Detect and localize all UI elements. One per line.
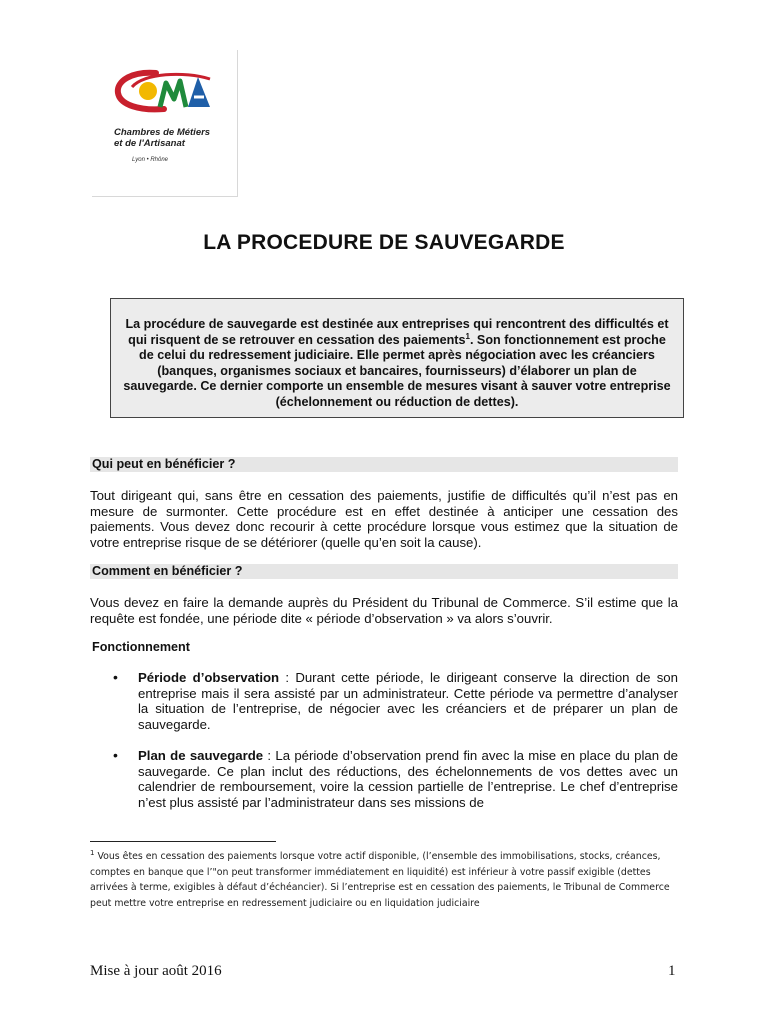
page-title: LA PROCEDURE DE SAUVEGARDE: [203, 231, 565, 254]
page-number: 1: [668, 963, 676, 979]
footnote-number: 1: [90, 849, 95, 857]
logo-text-line-1: Chambres de Métiers: [114, 127, 211, 138]
intro-box: [110, 298, 684, 418]
logo-city: Lyon • Rhône: [132, 157, 169, 163]
bullet-icon: •: [113, 747, 118, 763]
footnote-reference: 1: [465, 331, 470, 341]
bullet-item: [138, 748, 678, 810]
footer-update-date: Mise à jour août 2016: [90, 963, 222, 979]
bullet-term: Plan de sauvegarde: [138, 748, 264, 763]
section-heading-how: Comment en bénéficier ?: [90, 564, 678, 579]
bullet-icon: •: [113, 669, 118, 685]
paragraph-how: Vous devez en faire la demande auprès du Président du Tribunal de Commerce. S’il estime que la requête est fondée, une période dite « période d’observation » va alors s’ouvrir.: [90, 595, 678, 626]
bullet-item: [138, 670, 678, 732]
section-heading-operation: Fonctionnement: [92, 640, 190, 654]
section-heading-who: Qui peut en bénéficier ?: [90, 457, 678, 472]
logo-text-line-2: et de l'Artisanat: [114, 138, 185, 149]
logo: [92, 50, 238, 197]
bullet-term: Période d’observation: [138, 670, 280, 685]
intro-text: La procédure de sauvegarde est destinée aux entreprises qui rencontrent des difficultés et qui risquent de se retrouver en cessation des paiements: [125, 317, 669, 347]
bullet-description: : La période d’observation prend fin avec la mise en place du plan de sauvegarde. Ce plan inclut des réductions, des échelonnements de vos dettes avec un calendrier de remboursement, voire la cession partielle de l’entreprise. Le chef d’entreprise n’est plus assisté par l’administrateur dans ses missions de: [138, 748, 678, 810]
footnote-text: Vous êtes en cessation des paiements lorsque votre actif disponible, (l’ensemble des immobilisations, stocks, créances, comptes en banque que l’"on peut transformer immédiatement en liquidité) est inférieur à votre passif exigible (dettes arrivées à terme, exigibles à défaut d’échéancier). Si l’entreprise est en cessation des paiements, le Tribunal de Commerce peut mettre votre entreprise en redressement judiciaire ou en liquidation judiciaire: [90, 851, 670, 909]
bullet-description: : Durant cette période, le dirigeant conserve la direction de son entreprise mais il sera assisté par un administrateur. Cette période va permettre d’analyser la situation de l’entreprise, de négocier avec les créanciers et de préparer un plan de sauvegarde.: [138, 670, 678, 732]
paragraph-who: Tout dirigeant qui, sans être en cessation des paiements, justifie de difficultés qu’il n’est pas en mesure de surmonter. Cette procédure est en effet destinée à anticiper une cessation des paiements. Vous devez donc recourir à cette procédure lorsque vous estimez que la situation de votre entreprise risque de se détériorer (quelle qu’en soit la cause).: [90, 488, 678, 550]
intro-text-continued: . Son fonctionnement est proche de celui du redressement judiciaire. Elle permet après négociation avec les créanciers (banques, organismes sociaux et bancaires, fournisseurs) d’élaborer un plan de sauvegarde. Ce dernier comporte un ensemble de mesures visant à sauver votre entreprise (échelonnement ou réduction de dettes).: [123, 332, 671, 409]
footnote: [90, 846, 680, 911]
cma-logo-icon: [114, 67, 214, 115]
footnote-separator: [90, 841, 276, 842]
